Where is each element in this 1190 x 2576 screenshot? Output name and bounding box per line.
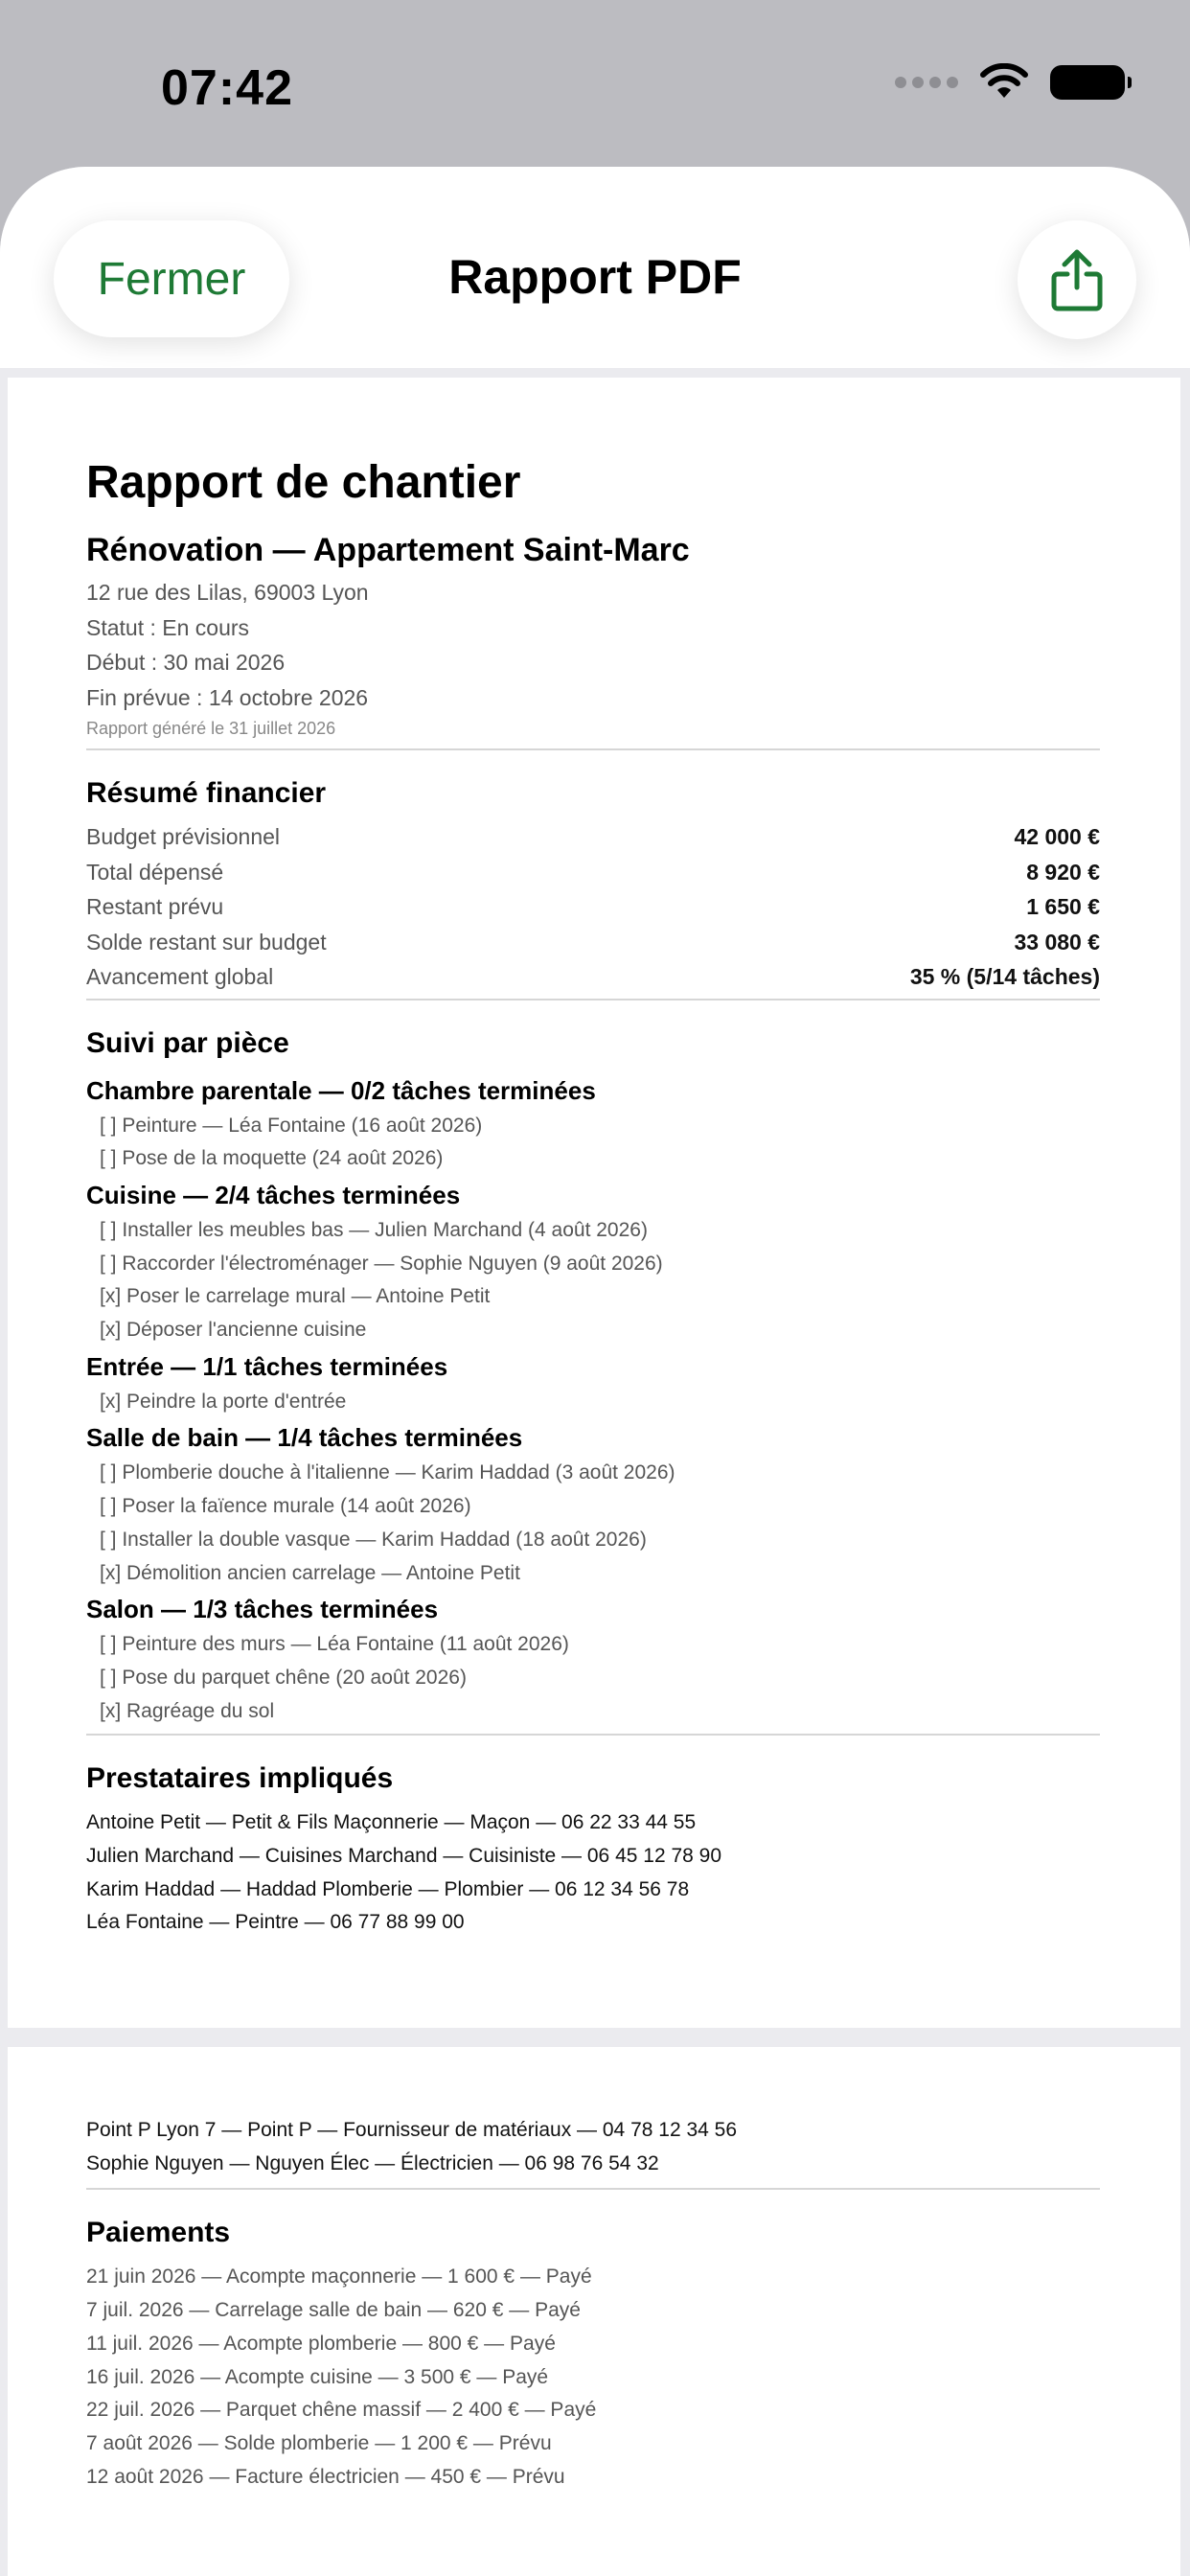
divider — [86, 999, 1100, 1000]
nav-title: Rapport PDF — [448, 250, 742, 304]
financial-summary — [86, 819, 1100, 995]
task-item: [ ] Installer la double vasque — Karim Haddad (18 août 2026) — [100, 1528, 647, 1551]
close-button[interactable]: Fermer — [54, 220, 289, 337]
financial-label: Total dépensé — [86, 859, 224, 885]
provider-item: Julien Marchand — Cuisines Marchand — Cuisiniste — 06 45 12 78 90 — [86, 1845, 722, 1868]
battery-icon — [1050, 65, 1125, 100]
status-icons — [895, 63, 1125, 102]
pdf-report-sheet — [0, 167, 1190, 2576]
task-item: [ ] Plomberie douche à l'italienne — Karim Haddad (3 août 2026) — [100, 1461, 675, 1484]
project-status: Statut : En cours — [86, 614, 250, 640]
project-end: Fin prévue : 14 octobre 2026 — [86, 684, 369, 710]
task-item: [ ] Installer les meubles bas — Julien Marchand (4 août 2026) — [100, 1218, 648, 1241]
task-item: [ ] Peinture — Léa Fontaine (16 août 2026) — [100, 1114, 483, 1137]
project-start: Début : 30 mai 2026 — [86, 650, 286, 675]
provider-item: Karim Haddad — Haddad Plomberie — Plombier — 06 12 34 56 78 — [86, 1877, 690, 1900]
payment-item: 7 juil. 2026 — Carrelage salle de bain — 620 € — Payé — [86, 2299, 581, 2322]
room-heading: Entrée — 1/1 tâches terminées — [86, 1351, 448, 1381]
financial-value: 42 000 € — [1014, 824, 1100, 849]
pdf-page-2[interactable] — [8, 2047, 1180, 2576]
wifi-icon — [979, 63, 1029, 102]
task-item: [x] Poser le carrelage mural — Antoine Petit — [100, 1285, 491, 1308]
financial-row — [86, 819, 1100, 855]
project-name: Rénovation — Appartement Saint-Marc — [86, 532, 690, 568]
payments-list — [86, 2261, 1100, 2494]
room-heading: Cuisine — 2/4 tâches terminées — [86, 1180, 461, 1209]
task-item: [x] Démolition ancien carrelage — Antoine Petit — [100, 1561, 520, 1584]
financial-label: Avancement global — [86, 964, 274, 989]
share-button[interactable] — [1018, 220, 1136, 339]
payments-title: Paiements — [86, 2217, 231, 2249]
provider-item: Point P Lyon 7 — Point P — Fournisseur de matériaux — 04 78 12 34 56 — [86, 2119, 738, 2141]
room-heading: Salon — 1/3 tâches terminées — [86, 1595, 439, 1624]
report-title: Rapport de chantier — [86, 457, 521, 508]
financial-row — [86, 959, 1100, 995]
financial-label: Restant prévu — [86, 894, 224, 919]
room-heading: Chambre parentale — 0/2 tâches terminées — [86, 1075, 596, 1105]
providers-title: Prestataires impliqués — [86, 1762, 394, 1795]
provider-item: Sophie Nguyen — Nguyen Élec — Électricien — 06 98 76 54 32 — [86, 2151, 659, 2174]
providers-list — [86, 1806, 1100, 1940]
nav-bar — [0, 167, 1190, 368]
status-time: 07:42 — [161, 60, 293, 116]
financial-row — [86, 889, 1100, 925]
task-item: [ ] Pose du parquet chêne (20 août 2026) — [100, 1666, 467, 1689]
providers-list-continued — [86, 2114, 1100, 2180]
financial-value: 1 650 € — [1026, 894, 1100, 919]
task-item: [x] Ragréage du sol — [100, 1699, 275, 1722]
payment-item: 11 juil. 2026 — Acompte plomberie — 800 € — Payé — [86, 2332, 556, 2355]
financial-value: 35 % (5/14 tâches) — [909, 964, 1100, 989]
generated-date: Rapport généré le 31 juillet 2026 — [86, 719, 336, 738]
task-item: [x] Peindre la porte d'entrée — [100, 1390, 347, 1413]
cellular-signal-icon — [895, 77, 958, 88]
financial-label: Solde restant sur budget — [86, 929, 327, 954]
divider — [86, 2188, 1100, 2190]
payment-item: 16 juil. 2026 — Acompte cuisine — 3 500 € — Payé — [86, 2365, 549, 2388]
task-item: [x] Déposer l'ancienne cuisine — [100, 1319, 367, 1342]
provider-item: Léa Fontaine — Peintre — 06 77 88 99 00 — [86, 1911, 465, 1934]
financial-label: Budget prévisionnel — [86, 824, 281, 849]
divider — [86, 748, 1100, 750]
task-item: [ ] Pose de la moquette (24 août 2026) — [100, 1147, 444, 1170]
financial-value: 8 920 € — [1026, 859, 1100, 885]
financial-row — [86, 855, 1100, 890]
financial-value: 33 080 € — [1014, 929, 1100, 954]
task-item: [ ] Peinture des murs — Léa Fontaine (11 août 2026) — [100, 1633, 569, 1656]
payment-item: 21 juin 2026 — Acompte maçonnerie — 1 600 € — Payé — [86, 2266, 592, 2288]
financial-row — [86, 925, 1100, 960]
divider — [86, 1734, 1100, 1736]
task-item: [ ] Poser la faïence murale (14 août 2026) — [100, 1495, 471, 1518]
task-item: [ ] Raccorder l'électroménager — Sophie Nguyen (9 août 2026) — [100, 1252, 663, 1275]
payment-item: 22 juil. 2026 — Parquet chêne massif — 2 400 € — Payé — [86, 2399, 597, 2422]
rooms-title: Suivi par pièce — [86, 1026, 289, 1059]
financial-title: Résumé financier — [86, 777, 327, 809]
pdf-page-1[interactable] — [8, 378, 1180, 2028]
rooms-list — [86, 1071, 1100, 1729]
room-heading: Salle de bain — 1/4 tâches terminées — [86, 1423, 523, 1453]
provider-item: Antoine Petit — Petit & Fils Maçonnerie — Maçon — 06 22 33 44 55 — [86, 1811, 697, 1834]
project-address: 12 rue des Lilas, 69003 Lyon — [86, 580, 369, 605]
payment-item: 12 août 2026 — Facture électricien — 450 € — Prévu — [86, 2465, 565, 2488]
share-icon — [1048, 247, 1106, 312]
payment-item: 7 août 2026 — Solde plomberie — 1 200 € — Prévu — [86, 2431, 552, 2454]
